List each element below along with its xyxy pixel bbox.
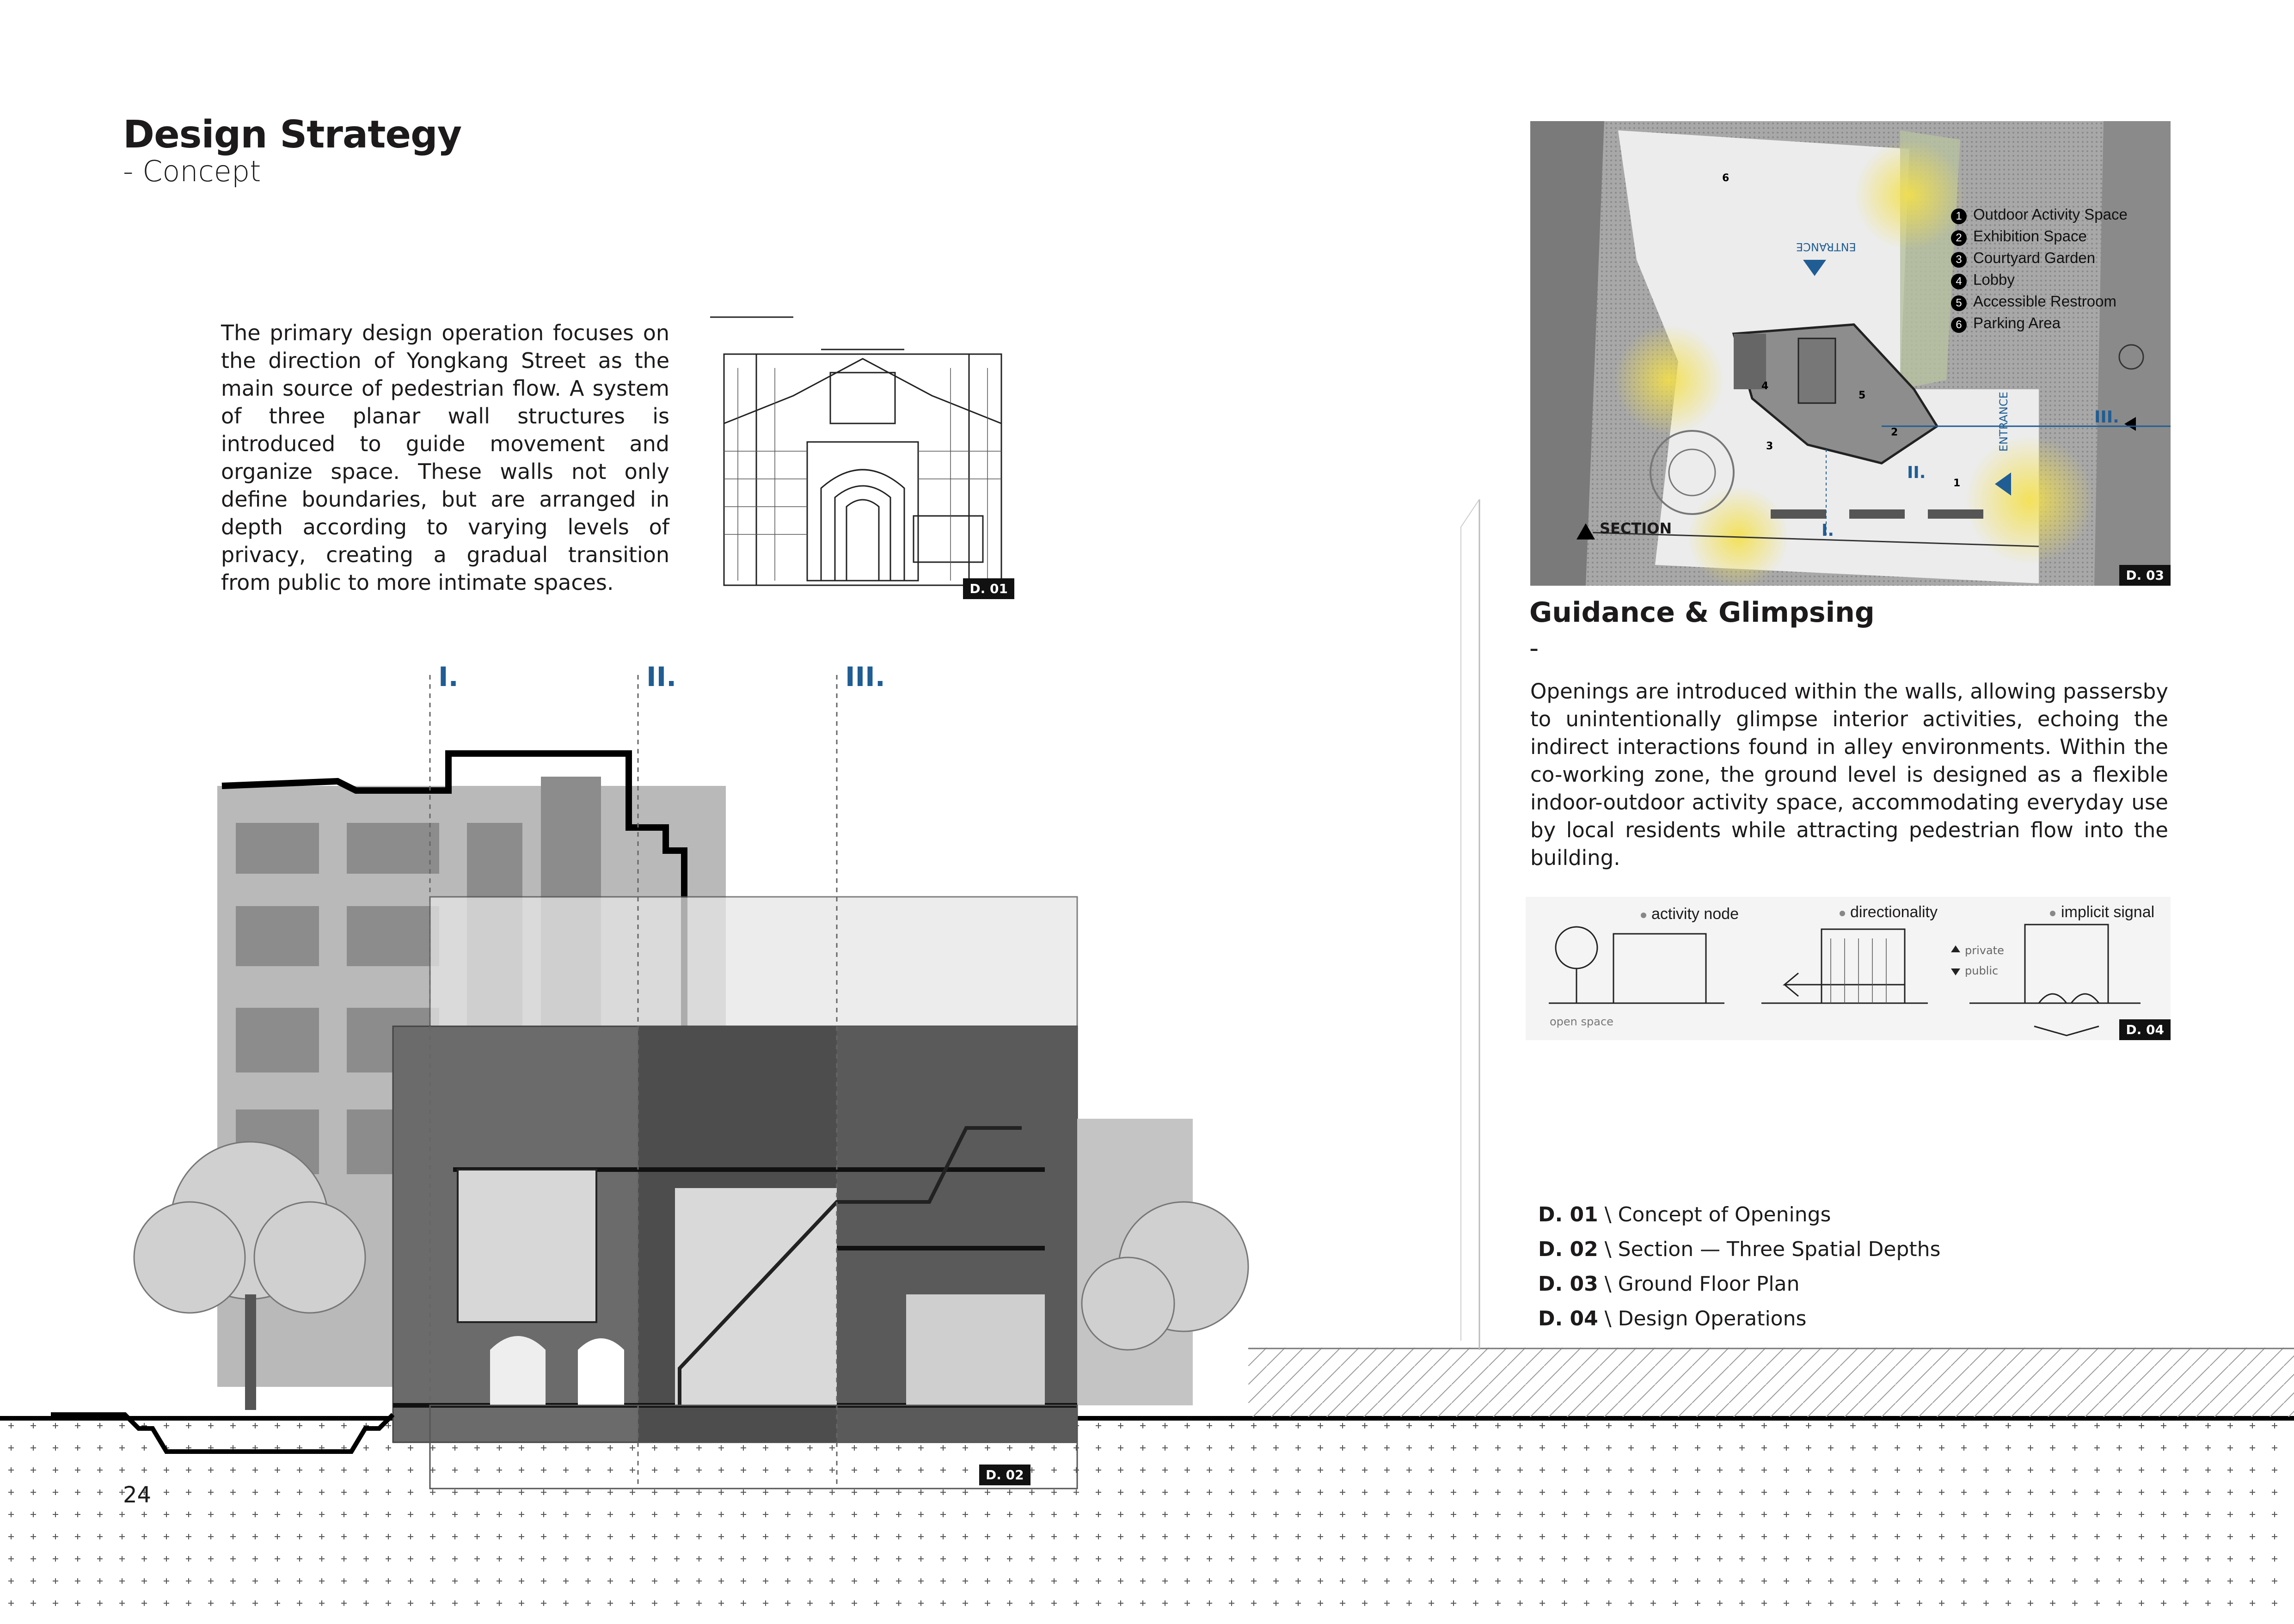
plan-legend-item <box>1951 203 2128 225</box>
figure-id: D. 01 <box>1538 1203 1598 1226</box>
legend-label: Exhibition Space <box>1973 227 2087 245</box>
figure-id: D. 02 <box>1538 1238 1598 1261</box>
plan-legend-item <box>1951 247 2128 269</box>
plan-legend-item <box>1951 312 2128 334</box>
plan-legend-item <box>1951 290 2128 312</box>
figure-tag-d03: D. 03 <box>2119 565 2171 586</box>
legend-label: Parking Area <box>1973 314 2061 331</box>
legend-number-badge: 2 <box>1951 230 1967 246</box>
figure-tag-d04: D. 04 <box>2119 1019 2171 1040</box>
legend-label: Outdoor Activity Space <box>1973 206 2128 223</box>
plan-axis-label-1: I. <box>1822 521 1834 540</box>
guidance-paragraph: Openings are introduced within the walls, allowing passersby to unintentionally glimpse interior activities, echoing the indirect interactions found in alley environments. Within the co-working zone, the ground level is designed as a flexible indoor-outdoor activity space, accommodating everyday use by local residents while attracting pedestrian flow into the building. <box>1530 679 2168 870</box>
figure-tag-d01: D. 01 <box>963 578 1014 599</box>
figure-list-item <box>1538 1267 1940 1301</box>
legend-number-badge: 3 <box>1951 252 1967 268</box>
page-number: 24 <box>123 1482 152 1508</box>
svg-text:2: 2 <box>1891 427 1898 438</box>
figure-desc: \ Design Operations <box>1604 1307 1807 1330</box>
figure-id: D. 04 <box>1538 1307 1598 1330</box>
depth-label-3: III. <box>845 661 885 692</box>
figure-desc: \ Concept of Openings <box>1604 1203 1831 1226</box>
svg-text:1: 1 <box>1953 478 1961 489</box>
figure-tag-d02: D. 02 <box>979 1465 1030 1485</box>
street-hatch <box>1248 1348 2294 1417</box>
legend-number-badge: 4 <box>1951 274 1967 289</box>
concept-sketch-d01 <box>710 303 1014 599</box>
plan-legend-item <box>1951 225 2128 247</box>
legend-label: Lobby <box>1973 271 2015 288</box>
entrance-label-right: ENTRANCE <box>1997 392 2010 452</box>
svg-text:3: 3 <box>1766 441 1773 452</box>
ops-label-open-space: open space <box>1550 1015 1613 1028</box>
plan-axis-label-2: II. <box>1907 463 1926 482</box>
section-drawing-d02 <box>51 647 1253 1498</box>
svg-text:4: 4 <box>1761 380 1769 392</box>
ground-floor-plan-d03 <box>1530 121 2171 586</box>
guidance-dash: - <box>1529 633 1539 663</box>
legend-number-badge: 5 <box>1951 295 1967 311</box>
figure-list-item <box>1538 1197 1940 1232</box>
depth-label-2: II. <box>646 661 677 692</box>
sketch-drawing <box>710 303 1014 599</box>
entrance-label-top: ENTRANCE <box>1796 240 1856 253</box>
ops-label-private: private <box>1965 944 2004 957</box>
plan-legend-item <box>1951 269 2128 290</box>
depth-label-1: I. <box>438 661 459 692</box>
legend-label: Accessible Restroom <box>1973 293 2116 310</box>
plan-axis-label-3: III. <box>2094 408 2119 427</box>
intro-paragraph: The primary design operation focuses on the direction of Yongkang Street as the main source of pedestrian flow. A system of three planar wall structures is introduced to guide movement and organize space. These walls not only define boundaries, but are arranged in depth according to varying levels of privacy, creating a gradual transition from public to more intimate spaces. <box>221 320 669 595</box>
plan-legend <box>1951 203 2128 334</box>
ops-label-public: public <box>1965 964 1999 977</box>
legend-number-badge: 6 <box>1951 317 1967 333</box>
svg-text:5: 5 <box>1859 390 1866 401</box>
design-operations-d04 <box>1526 897 2171 1040</box>
ops-label-directionality: directionality <box>1850 903 1938 921</box>
svg-text:6: 6 <box>1722 172 1730 184</box>
section-cut-label: SECTION <box>1600 520 1672 537</box>
page-title: Design Strategy <box>123 113 462 157</box>
figure-id: D. 03 <box>1538 1272 1598 1296</box>
guidance-title: Guidance & Glimpsing <box>1529 596 1875 629</box>
figure-list-item <box>1538 1232 1940 1267</box>
legend-label: Courtyard Garden <box>1973 249 2096 266</box>
ops-label-implicit-signal: implicit signal <box>2061 903 2155 921</box>
figure-desc: \ Section — Three Spatial Depths <box>1604 1238 1941 1261</box>
ops-label-activity-node: activity node <box>1651 905 1739 923</box>
figure-list <box>1538 1197 1940 1336</box>
legend-number-badge: 1 <box>1951 208 1967 224</box>
page-subtitle: - Concept <box>123 154 261 188</box>
figure-list-item <box>1538 1301 1940 1336</box>
figure-desc: \ Ground Floor Plan <box>1604 1272 1800 1296</box>
